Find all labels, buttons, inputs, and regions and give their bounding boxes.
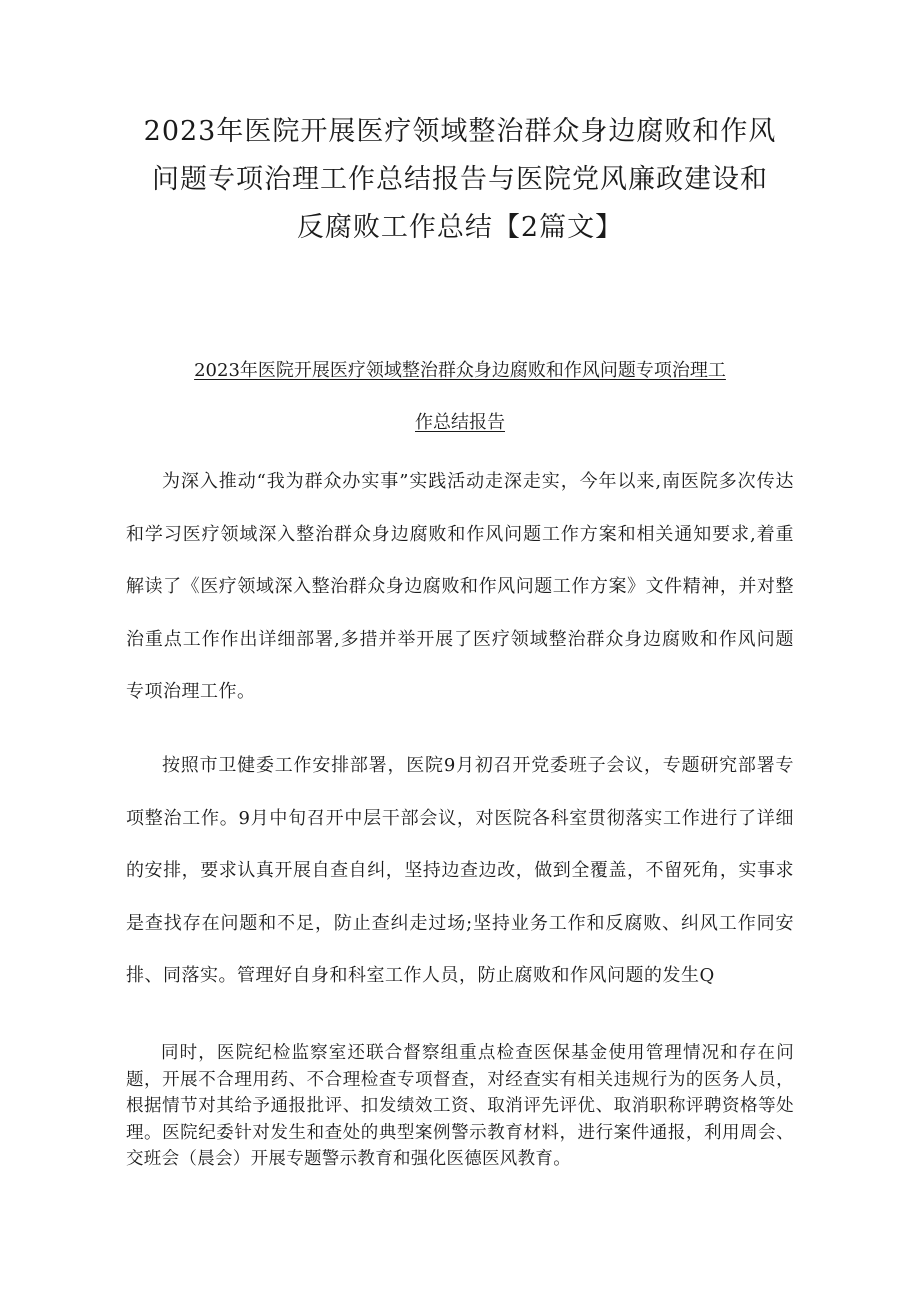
document-title-line: 2023年医院开展医疗领域整治群众身边腐败和作风 xyxy=(143,116,777,147)
body-paragraph: 按照市卫健委工作安排部署，医院9月初召开党委班子会议，专题研究部署专项整治工作。9月中旬召开中层干部会议，对医院各科室贯彻落实工作进行了详细的安排，要求认真开展自查自纠，坚持边查边改，做到全覆盖，不留死角，实事求是查找存在问题和不足，防止查纠走过场;坚持业务工作和反腐败、纠风工作同安排、同落实。管理好自身和科室工作人员，防止腐败和作风问题的发生Q xyxy=(126,755,794,986)
section-title-line: 2023年医院开展医疗领域整治群众身边腐败和作风问题专项治理工 xyxy=(194,360,726,381)
body-paragraph: 同时，医院纪检监察室还联合督察组重点检查医保基金使用管理情况和存在问题，开展不合理用药、不合理检查专项督查，对经查实有相关违规行为的医务人员，根据情节对其给予通报批评、扣发绩效工资、取消评先评优、取消职称评聘资格等处理。医院纪委针对发生和查处的典型案例警示教育材料，进行案件通报，利用周会、交班会（晨会）开展专题警示教育和强化医德医风教育。 xyxy=(126,1043,794,1169)
document-title xyxy=(120,108,800,252)
document-title-line: 问题专项治理工作总结报告与医院党风廉政建设和 xyxy=(152,164,768,195)
body-paragraph: 为深入推动“我为群众办实事”实践活动走深走实，今年以来,南医院多次传达和学习医疗领域深入整治群众身边腐败和作风问题工作方案和相关通知要求,着重解读了《医疗领域深入整治群众身边腐败和作风问题工作方案》文件精神，并对整治重点工作作出详细部署,多措并举开展了医疗领域整治群众身边腐败和作风问题专项治理工作。 xyxy=(126,471,794,702)
document-title-line: 反腐败工作总结【2篇文】 xyxy=(296,212,624,243)
section-title-line: 作总结报告 xyxy=(415,412,505,433)
